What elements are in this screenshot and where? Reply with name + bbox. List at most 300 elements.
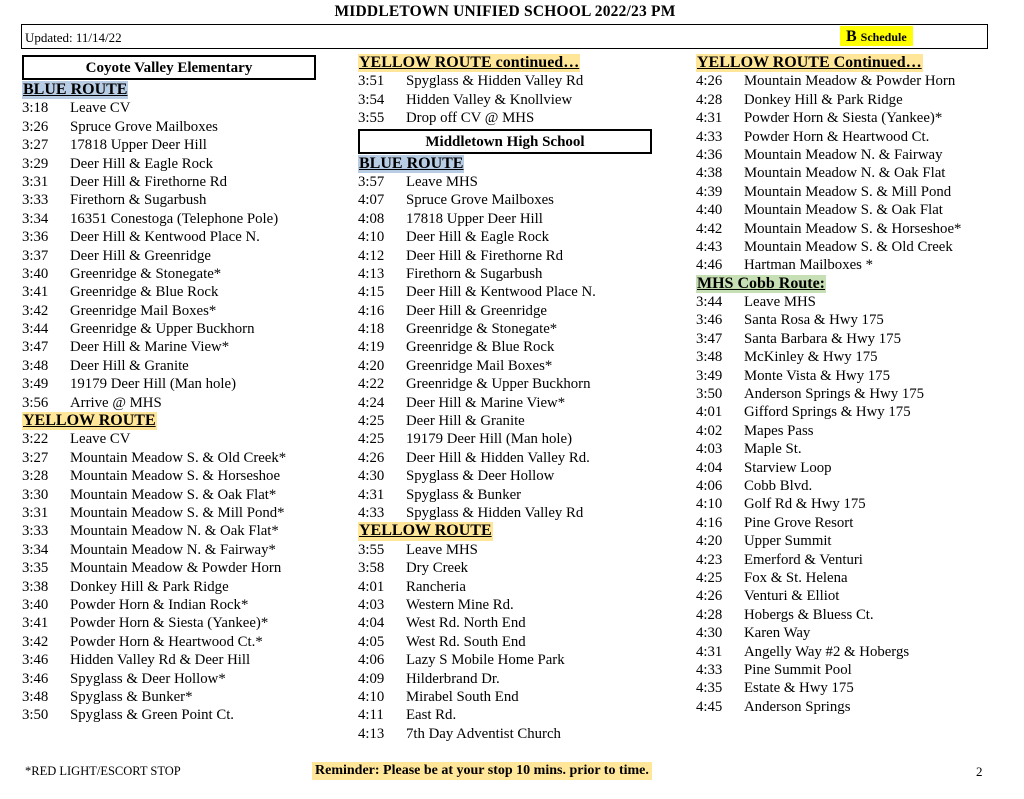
stop-location: Hartman Mailboxes * (744, 257, 874, 274)
stop-time: 3:33 (22, 192, 49, 209)
stop-location: Mountain Meadow N. & Oak Flat (744, 165, 946, 182)
stop-time: 4:04 (696, 459, 723, 476)
stop-time: 4:25 (358, 413, 385, 430)
stop-location: Leave MHS (744, 294, 816, 311)
stop-location: Mountain Meadow & Powder Horn (744, 73, 956, 90)
stop-location: Hidden Valley Rd & Deer Hill (70, 652, 251, 669)
stop-row (22, 504, 316, 522)
stop-location: Powder Horn & Heartwood Ct. (744, 128, 930, 145)
stop-row (696, 624, 961, 642)
stop-time: 4:01 (696, 404, 723, 421)
stop-time: 3:48 (22, 688, 49, 705)
route-heading: MHS Cobb Route: (697, 274, 826, 292)
stop-location: Greenridge & Blue Rock (70, 284, 219, 301)
stop-row (696, 403, 961, 421)
stop-row (22, 118, 316, 136)
stop-location: Spyglass & Deer Hollow* (70, 670, 226, 687)
footnote: *RED LIGHT/ESCORT STOP (25, 764, 181, 778)
stop-location: 17818 Upper Deer Hill (406, 210, 543, 227)
stop-row (22, 283, 316, 301)
stop-time: 3:40 (22, 265, 49, 282)
stop-time: 3:51 (358, 73, 385, 90)
stop-location: Deer Hill & Granite (70, 357, 189, 374)
stop-row (358, 357, 652, 375)
stop-location: Gifford Springs & Hwy 175 (744, 404, 911, 421)
stop-time: 4:16 (696, 514, 723, 531)
stop-time: 4:33 (696, 661, 723, 678)
stop-location: Greenridge Mail Boxes* (406, 357, 553, 374)
stop-row (696, 532, 961, 550)
stop-row (22, 596, 316, 614)
stop-location: Mountain Meadow S. & Old Creek* (70, 449, 287, 466)
stop-time: 4:33 (358, 504, 385, 521)
stop-time: 3:22 (22, 431, 49, 448)
stop-row (696, 495, 961, 513)
stop-location: Estate & Hwy 175 (744, 680, 854, 697)
stop-row (22, 265, 316, 283)
stop-location: Hidden Valley & Knollview (406, 91, 573, 108)
stop-row (696, 201, 961, 219)
stop-location: 7th Day Adventist Church (406, 725, 561, 742)
stop-row (358, 541, 652, 559)
stop-time: 3:44 (696, 294, 723, 311)
stop-row (696, 128, 961, 146)
stop-time: 4:31 (696, 110, 723, 127)
stop-time: 4:02 (696, 422, 723, 439)
stop-row (358, 449, 652, 467)
stop-row (358, 412, 652, 430)
stop-time: 3:34 (22, 210, 49, 227)
stop-row (358, 614, 652, 632)
stop-time: 4:20 (358, 357, 385, 374)
stop-row (696, 348, 961, 366)
stop-location: Hobergs & Bluess Ct. (744, 606, 874, 623)
route-heading: YELLOW ROUTE (359, 522, 492, 540)
stop-location: Mapes Pass (744, 422, 814, 439)
stop-row (22, 338, 316, 356)
stop-row (22, 486, 316, 504)
route-heading: YELLOW ROUTE Continued… (697, 54, 922, 71)
stop-row (696, 164, 961, 182)
stop-row (358, 633, 652, 651)
stop-location: Golf Rd & Hwy 175 (744, 496, 866, 513)
stop-location: Mirabel South End (406, 688, 519, 705)
stop-location: Arrive @ MHS (70, 394, 162, 411)
stop-time: 3:40 (22, 596, 49, 613)
stop-time: 4:12 (358, 247, 385, 264)
stop-row (358, 191, 652, 209)
stop-row (358, 596, 652, 614)
stop-location: Greenridge & Stonegate* (70, 265, 222, 282)
stop-row (358, 578, 652, 596)
stop-time: 4:03 (358, 596, 385, 613)
stop-time: 3:35 (22, 560, 49, 577)
stop-row (22, 688, 316, 706)
stop-time: 4:30 (696, 625, 723, 642)
stop-row (696, 293, 961, 311)
stop-time: 3:50 (696, 386, 723, 403)
stop-location: Spruce Grove Mailboxes (406, 192, 554, 209)
schedule-letter: B (846, 28, 857, 45)
stop-location: Leave MHS (406, 541, 478, 558)
stop-location: Mountain Meadow N. & Oak Flat* (70, 523, 279, 540)
stop-time: 3:33 (22, 523, 49, 540)
stop-time: 3:50 (22, 707, 49, 724)
stop-location: Greenridge & Blue Rock (406, 339, 555, 356)
stop-location: Mountain Meadow S. & Oak Flat* (70, 486, 277, 503)
stop-row (358, 651, 652, 669)
stop-location: Deer Hill & Kentwood Place N. (406, 284, 596, 301)
stop-time: 4:31 (696, 643, 723, 660)
stop-time: 4:33 (696, 128, 723, 145)
stop-row (358, 559, 652, 577)
stop-row (696, 183, 961, 201)
stop-row (358, 109, 652, 127)
stop-location: Mountain Meadow & Powder Horn (70, 560, 282, 577)
stop-row (696, 459, 961, 477)
stop-time: 3:42 (22, 302, 49, 319)
stop-time: 3:47 (22, 339, 49, 356)
stop-time: 4:09 (358, 670, 385, 687)
stop-time: 3:29 (22, 155, 49, 172)
stop-row (696, 72, 961, 90)
stop-row (696, 109, 961, 127)
stop-row (22, 394, 316, 412)
stop-time: 4:07 (358, 192, 385, 209)
stop-row (22, 633, 316, 651)
stop-row (22, 578, 316, 596)
stop-row (22, 651, 316, 669)
column-middle (358, 54, 652, 743)
stop-row (696, 477, 961, 495)
stop-location: Deer Hill & Marine View* (70, 339, 230, 356)
stop-time: 4:40 (696, 202, 723, 219)
stop-row (358, 504, 652, 522)
stop-time: 4:19 (358, 339, 385, 356)
stop-time: 4:06 (358, 652, 385, 669)
stop-location: Anderson Springs (744, 698, 851, 715)
column-left (22, 54, 316, 725)
stop-time: 4:35 (696, 680, 723, 697)
stop-row (22, 706, 316, 724)
reminder-note: Reminder: Please be at your stop 10 mins. prior to time. (312, 762, 652, 780)
stop-time: 4:13 (358, 265, 385, 282)
stop-time: 3:30 (22, 486, 49, 503)
stop-location: Western Mine Rd. (406, 596, 514, 613)
stop-row (696, 367, 961, 385)
stop-location: Spyglass & Hidden Valley Rd (406, 504, 584, 521)
stop-location: Deer Hill & Greenridge (70, 247, 211, 264)
stop-location: Mountain Meadow S. & Horseshoe* (744, 220, 962, 237)
stop-row (358, 302, 652, 320)
stop-location: 17818 Upper Deer Hill (70, 137, 207, 154)
stop-time: 4:23 (696, 551, 723, 568)
stop-location: Spyglass & Deer Hollow (406, 468, 555, 485)
stop-time: 4:43 (696, 238, 723, 255)
stop-time: 4:10 (358, 229, 385, 246)
stop-location: Deer Hill & Firethorne Rd (406, 247, 563, 264)
page-title: MIDDLETOWN UNIFIED SCHOOL 2022/23 PM (334, 3, 676, 20)
stop-time: 3:31 (22, 504, 49, 521)
stop-row (22, 375, 316, 393)
stop-time: 4:24 (358, 394, 385, 411)
stop-row (22, 467, 316, 485)
stop-location: Powder Horn & Siesta (Yankee)* (744, 110, 943, 127)
stop-row (22, 136, 316, 154)
stop-row (358, 394, 652, 412)
stop-time: 4:46 (696, 257, 723, 274)
stop-location: Deer Hill & Granite (406, 413, 525, 430)
stop-location: Donkey Hill & Park Ridge (70, 578, 229, 595)
stop-location: Deer Hill & Greenridge (406, 302, 547, 319)
stop-row (22, 357, 316, 375)
stop-location: Powder Horn & Siesta (Yankee)* (70, 615, 269, 632)
stop-time: 3:48 (22, 357, 49, 374)
school-heading: Coyote Valley Elementary (22, 55, 316, 80)
stop-row (22, 541, 316, 559)
stop-location: Greenridge & Upper Buckhorn (70, 321, 255, 338)
stop-time: 4:25 (696, 569, 723, 586)
stop-time: 4:20 (696, 533, 723, 550)
stop-time: 4:45 (696, 698, 723, 715)
stop-time: 3:42 (22, 633, 49, 650)
stop-location: Drop off CV @ MHS (406, 110, 535, 127)
stop-row (696, 587, 961, 605)
stop-time: 4:30 (358, 468, 385, 485)
stop-time: 4:28 (696, 91, 723, 108)
column-right (696, 54, 961, 716)
header-bar (21, 24, 988, 49)
stop-time: 3:37 (22, 247, 49, 264)
stop-row (696, 698, 961, 716)
stop-location: Powder Horn & Indian Rock* (70, 596, 249, 613)
stop-location: Pine Grove Resort (744, 514, 854, 531)
stop-time: 4:06 (696, 477, 723, 494)
stop-row (696, 661, 961, 679)
stop-time: 4:11 (358, 707, 384, 724)
stop-time: 3:31 (22, 173, 49, 190)
stop-row (22, 247, 316, 265)
stop-row (696, 330, 961, 348)
stop-time: 4:39 (696, 183, 723, 200)
stop-time: 3:18 (22, 100, 49, 117)
stop-time: 3:28 (22, 468, 49, 485)
stop-location: Mountain Meadow S. & Mill Pond (744, 183, 952, 200)
stop-time: 4:08 (358, 210, 385, 227)
stop-row (696, 256, 961, 274)
stop-time: 3:48 (696, 349, 723, 366)
stop-row (22, 522, 316, 540)
stop-row (696, 551, 961, 569)
stop-time: 4:10 (696, 496, 723, 513)
stop-location: Deer Hill & Hidden Valley Rd. (406, 449, 590, 466)
stop-location: Leave CV (70, 100, 131, 117)
schedule-word: Schedule (860, 30, 907, 44)
stop-location: Mountain Meadow S. & Horseshoe (70, 468, 281, 485)
stop-location: Deer Hill & Firethorne Rd (70, 173, 227, 190)
stop-location: Lazy S Mobile Home Park (406, 652, 565, 669)
stop-row (358, 486, 652, 504)
stop-time: 4:42 (696, 220, 723, 237)
stop-location: Monte Vista & Hwy 175 (744, 367, 890, 384)
stop-row (22, 559, 316, 577)
stop-row (358, 173, 652, 191)
stop-row (696, 311, 961, 329)
stop-time: 3:49 (22, 376, 49, 393)
stop-row (22, 302, 316, 320)
stop-row (696, 569, 961, 587)
stop-row (22, 210, 316, 228)
stop-time: 4:36 (696, 146, 723, 163)
stop-location: Pine Summit Pool (744, 661, 852, 678)
route-heading: BLUE ROUTE (359, 154, 464, 172)
stop-row (696, 385, 961, 403)
stop-location: Cobb Blvd. (744, 477, 813, 494)
stop-time: 4:26 (696, 73, 723, 90)
stop-location: Mountain Meadow S. & Old Creek (744, 238, 953, 255)
stop-location: Spyglass & Bunker (406, 486, 522, 503)
stop-location: Firethorn & Sugarbush (70, 192, 207, 209)
stop-time: 4:18 (358, 321, 385, 338)
stop-time: 3:54 (358, 91, 385, 108)
stop-location: McKinley & Hwy 175 (744, 349, 878, 366)
stop-row (696, 220, 961, 238)
stop-row (696, 643, 961, 661)
route-heading: YELLOW ROUTE continued… (359, 54, 580, 71)
stop-row (358, 467, 652, 485)
stop-row (358, 228, 652, 246)
stop-row (696, 440, 961, 458)
stop-row (358, 210, 652, 228)
stop-row (22, 320, 316, 338)
stop-time: 4:38 (696, 165, 723, 182)
stop-row (22, 430, 316, 448)
stop-row (358, 688, 652, 706)
stop-time: 3:57 (358, 173, 385, 190)
stop-row (696, 238, 961, 256)
stop-row (22, 228, 316, 246)
stop-row (358, 91, 652, 109)
stop-time: 4:26 (358, 449, 385, 466)
stop-row (358, 265, 652, 283)
stop-time: 3:55 (358, 110, 385, 127)
stop-location: Deer Hill & Eagle Rock (70, 155, 213, 172)
stop-row (22, 99, 316, 117)
stop-time: 3:47 (696, 330, 723, 347)
stop-location: Greenridge Mail Boxes* (70, 302, 217, 319)
stop-time: 4:13 (358, 725, 385, 742)
stop-location: Powder Horn & Heartwood Ct.* (70, 633, 263, 650)
stop-location: 19179 Deer Hill (Man hole) (70, 376, 237, 393)
stop-row (696, 679, 961, 697)
stop-row (358, 320, 652, 338)
stop-time: 4:31 (358, 486, 385, 503)
schedule-badge (840, 26, 913, 46)
stop-location: Spyglass & Hidden Valley Rd (406, 73, 584, 90)
stop-location: Spyglass & Green Point Ct. (70, 707, 235, 724)
stop-row (358, 338, 652, 356)
stop-location: Greenridge & Stonegate* (406, 321, 558, 338)
stop-row (22, 449, 316, 467)
stop-time: 4:15 (358, 284, 385, 301)
stop-time: 3:27 (22, 137, 49, 154)
stop-location: 16351 Conestoga (Telephone Pole) (70, 210, 279, 227)
stop-time: 3:41 (22, 284, 49, 301)
route-heading: BLUE ROUTE (23, 81, 128, 98)
stop-time: 3:49 (696, 367, 723, 384)
stop-time: 4:16 (358, 302, 385, 319)
stop-time: 3:46 (696, 312, 723, 329)
stop-time: 3:41 (22, 615, 49, 632)
stop-location: Deer Hill & Kentwood Place N. (70, 229, 260, 246)
stop-location: Spruce Grove Mailboxes (70, 118, 218, 135)
stop-time: 3:27 (22, 449, 49, 466)
stop-time: 4:01 (358, 578, 385, 595)
stop-row (696, 146, 961, 164)
stop-location: Venturi & Elliot (744, 588, 840, 605)
stop-location: Mountain Meadow S. & Oak Flat (744, 202, 943, 219)
stop-location: Mountain Meadow N. & Fairway (744, 146, 943, 163)
stop-location: Upper Summit (744, 533, 832, 550)
stop-row (22, 614, 316, 632)
stop-time: 4:25 (358, 431, 385, 448)
stop-row (22, 155, 316, 173)
stop-time: 4:04 (358, 615, 385, 632)
stop-location: Deer Hill & Eagle Rock (406, 229, 549, 246)
stop-row (358, 430, 652, 448)
stop-location: Rancheria (406, 578, 466, 595)
stop-time: 4:28 (696, 606, 723, 623)
stop-row (22, 173, 316, 191)
stop-row (358, 72, 652, 90)
stop-row (696, 514, 961, 532)
stop-time: 3:56 (22, 394, 49, 411)
stop-location: Mountain Meadow S. & Mill Pond* (70, 504, 285, 521)
stop-row (22, 670, 316, 688)
stop-location: Santa Barbara & Hwy 175 (744, 330, 901, 347)
stop-location: Firethorn & Sugarbush (406, 265, 543, 282)
stop-location: Dry Creek (406, 560, 469, 577)
stop-time: 3:44 (22, 321, 49, 338)
stop-time: 3:26 (22, 118, 49, 135)
stop-location: Donkey Hill & Park Ridge (744, 91, 903, 108)
stop-row (358, 375, 652, 393)
stop-location: Fox & St. Helena (744, 569, 848, 586)
stop-time: 3:38 (22, 578, 49, 595)
stop-time: 3:46 (22, 670, 49, 687)
stop-location: Deer Hill & Marine View* (406, 394, 566, 411)
stop-location: 19179 Deer Hill (Man hole) (406, 431, 573, 448)
stop-time: 3:36 (22, 229, 49, 246)
stop-location: East Rd. (406, 707, 457, 724)
page-number: 2 (976, 764, 983, 779)
stop-time: 4:10 (358, 688, 385, 705)
stop-time: 3:58 (358, 560, 385, 577)
stop-location: Mountain Meadow N. & Fairway* (70, 541, 276, 558)
stop-location: West Rd. North End (406, 615, 526, 632)
stop-time: 4:26 (696, 588, 723, 605)
route-heading: YELLOW ROUTE (23, 412, 156, 430)
stop-row (696, 91, 961, 109)
stop-location: Greenridge & Upper Buckhorn (406, 376, 591, 393)
stop-row (358, 670, 652, 688)
stop-location: Spyglass & Bunker* (70, 688, 193, 705)
stop-location: Anderson Springs & Hwy 175 (744, 386, 925, 403)
stop-location: Santa Rosa & Hwy 175 (744, 312, 884, 329)
stop-row (22, 191, 316, 209)
stop-location: Maple St. (744, 441, 802, 458)
stop-row (696, 422, 961, 440)
